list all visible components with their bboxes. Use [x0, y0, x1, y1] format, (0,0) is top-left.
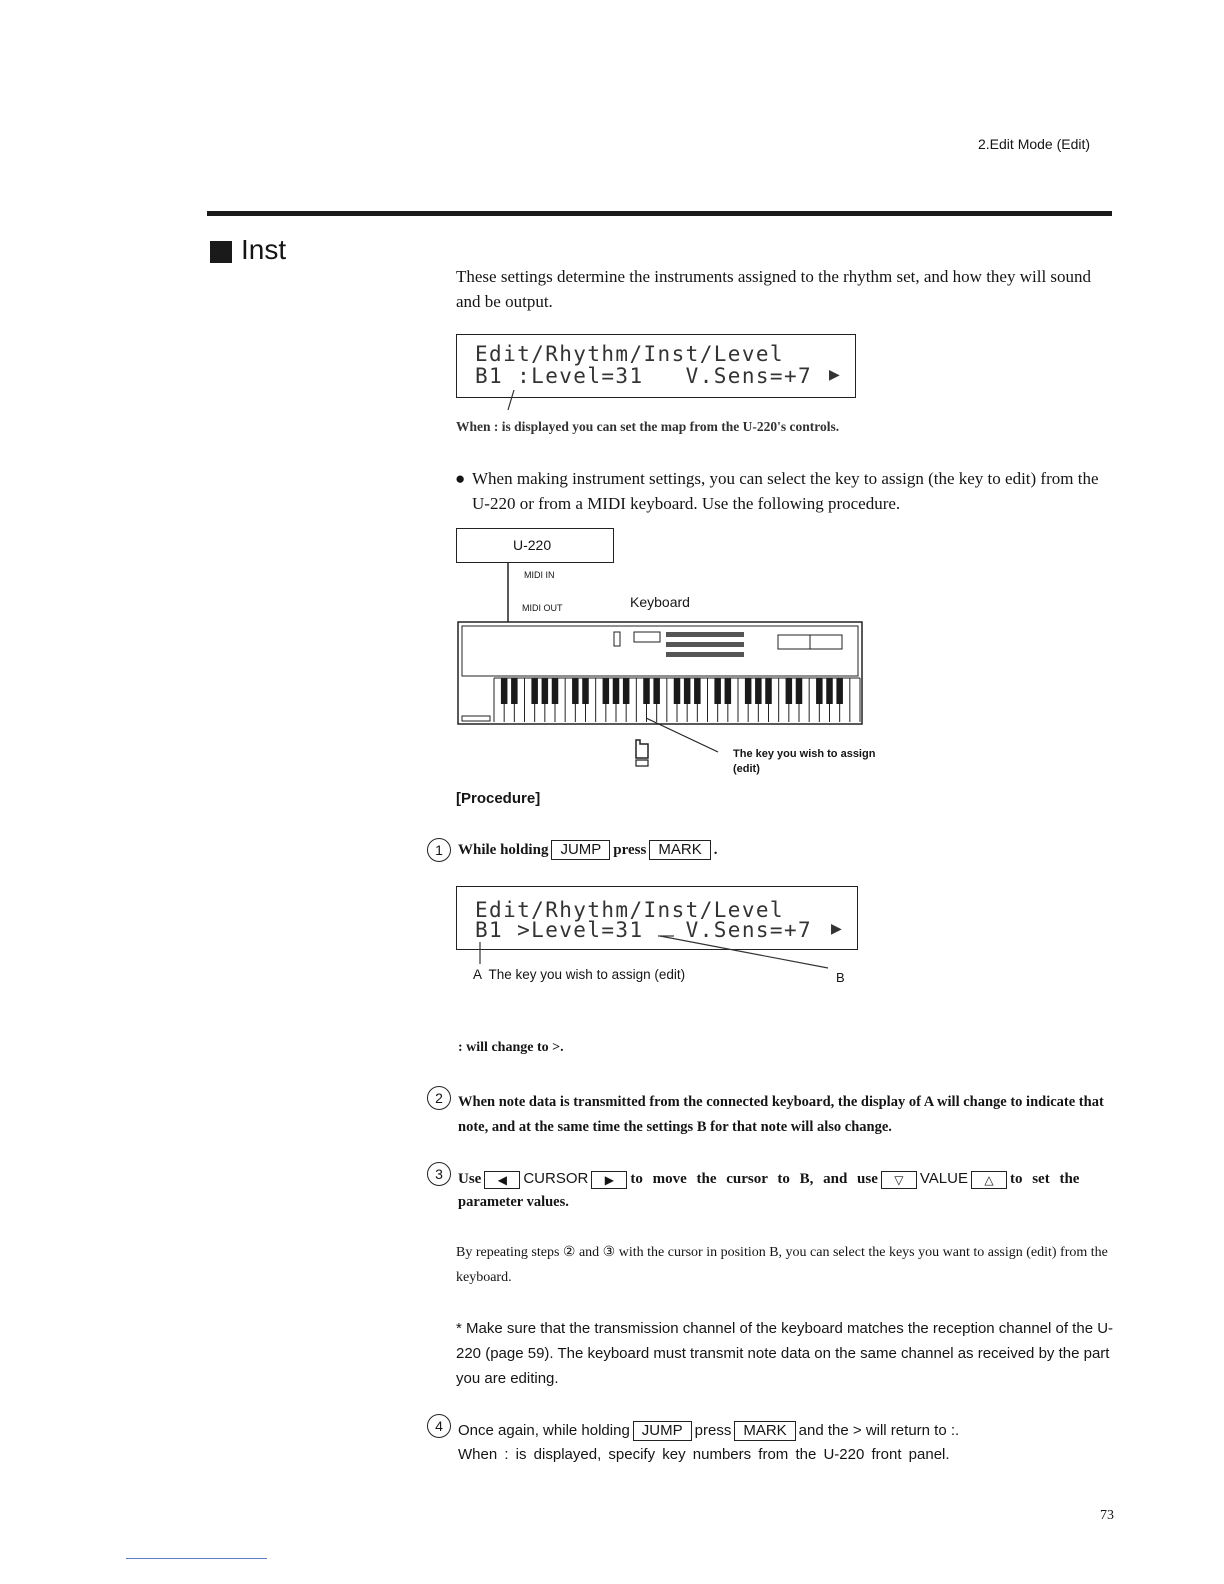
- value-down-key-icon: ▽: [881, 1171, 917, 1189]
- channel-note: * Make sure that the transmission channel of the keyboard matches the reception channel of the U-220 (page 59). The keyboard must transmit note data on the same channel as received by the part you are editing.: [456, 1320, 1114, 1387]
- repeat-paragraph: By repeating steps ② and ③ with the cursor in position B, you can select the keys you want to assign (edit) from the keyboard.: [456, 1245, 1108, 1285]
- step3-text-d: parameter values.: [458, 1194, 569, 1210]
- step-1-number: 1: [427, 838, 451, 862]
- cursor-right-key-icon: ▶: [591, 1171, 627, 1189]
- jump-key: JUMP: [551, 840, 610, 860]
- lcd1-right-arrow-icon: ▶: [829, 368, 840, 383]
- footer-line: [126, 1558, 267, 1559]
- lcd2-label-b: B: [836, 970, 845, 985]
- cursor-left-key-icon: ◀: [484, 1171, 520, 1189]
- value-up-key-icon: △: [971, 1171, 1007, 1189]
- u220-box: [456, 528, 614, 563]
- lcd2-line1: Edit/Rhythm/Inst/Level: [475, 898, 784, 922]
- callout-edit-label: (edit): [733, 763, 760, 775]
- callout-key-label: The key you wish to assign: [733, 748, 876, 760]
- midi-in-label: MIDI IN: [524, 570, 555, 580]
- lcd-display-1: [456, 334, 856, 398]
- lcd2-line2: B1 >Level=31 V.Sens=+7: [475, 918, 813, 942]
- mark-key-2: MARK: [734, 1421, 795, 1441]
- step1-text-c: .: [713, 842, 718, 858]
- bullet-text: When making instrument settings, you can select the key to assign (the key to edit) from the U-220 or from a MIDI keyboard. Use the following procedure.: [472, 469, 1099, 513]
- procedure-heading: [Procedure]: [456, 790, 541, 807]
- mark-key: MARK: [649, 840, 710, 860]
- lcd2-right-arrow-icon: ▶: [831, 922, 842, 937]
- lcd1-pointer-line: [500, 390, 530, 414]
- step-1: [458, 838, 717, 863]
- step1-text-b: press: [613, 842, 647, 858]
- step4-text-a: Once again, while holding: [458, 1422, 630, 1439]
- lcd1-caption: When : is displayed you can set the map from the U-220's controls.: [456, 419, 840, 434]
- step1-text-a: While holding: [458, 842, 549, 858]
- intro-paragraph: These settings determine the instruments assigned to the rhythm set, and how they will sound and be output.: [456, 267, 1092, 311]
- value-label: VALUE: [919, 1170, 968, 1187]
- bullet-dot-icon: ●: [455, 469, 466, 488]
- step4-line2: When : is displayed, specify key numbers from the U-220 front panel.: [458, 1446, 950, 1463]
- u220-label: U-220: [513, 537, 552, 553]
- step-3: [458, 1166, 1118, 1192]
- step-2-number: 2: [427, 1086, 451, 1110]
- jump-key-2: JUMP: [633, 1421, 692, 1441]
- step-3-number: 3: [427, 1162, 451, 1186]
- lcd1-line1: Edit/Rhythm/Inst/Level: [475, 342, 784, 366]
- step-4: [458, 1418, 959, 1443]
- cursor-label: CURSOR: [523, 1170, 589, 1187]
- lcd2-label-a: A The key you wish to assign (edit): [473, 967, 686, 982]
- section-marker-icon: [210, 241, 232, 263]
- step3-text-c: to set the: [1009, 1171, 1080, 1187]
- step3-text-b: to move the cursor to B, and use: [630, 1171, 878, 1187]
- lcd1-line2: B1 :Level=31 V.Sens=+7: [475, 364, 813, 388]
- step4-text-c: and the > will return to :.: [798, 1422, 960, 1439]
- step3-text-a: Use: [458, 1171, 482, 1187]
- page-number: 73: [1100, 1508, 1114, 1523]
- step-2-text: When note data is transmitted from the connected keyboard, the display of A will change to indicate that note, and at the same time the settings B for that note will also change.: [458, 1094, 1104, 1135]
- step-4-number: 4: [427, 1414, 451, 1438]
- keyboard-label: Keyboard: [630, 594, 690, 610]
- midi-out-label: MIDI OUT: [522, 603, 563, 613]
- step4-text-b: press: [694, 1422, 732, 1439]
- page-header: 2.Edit Mode (Edit): [978, 136, 1091, 152]
- instruction-bullet: [456, 466, 1116, 516]
- header-rule: [207, 211, 1112, 216]
- change-note: : will change to >.: [458, 1040, 564, 1055]
- section-title: Inst: [241, 234, 287, 265]
- lcd2-pointer-lines: [470, 930, 850, 970]
